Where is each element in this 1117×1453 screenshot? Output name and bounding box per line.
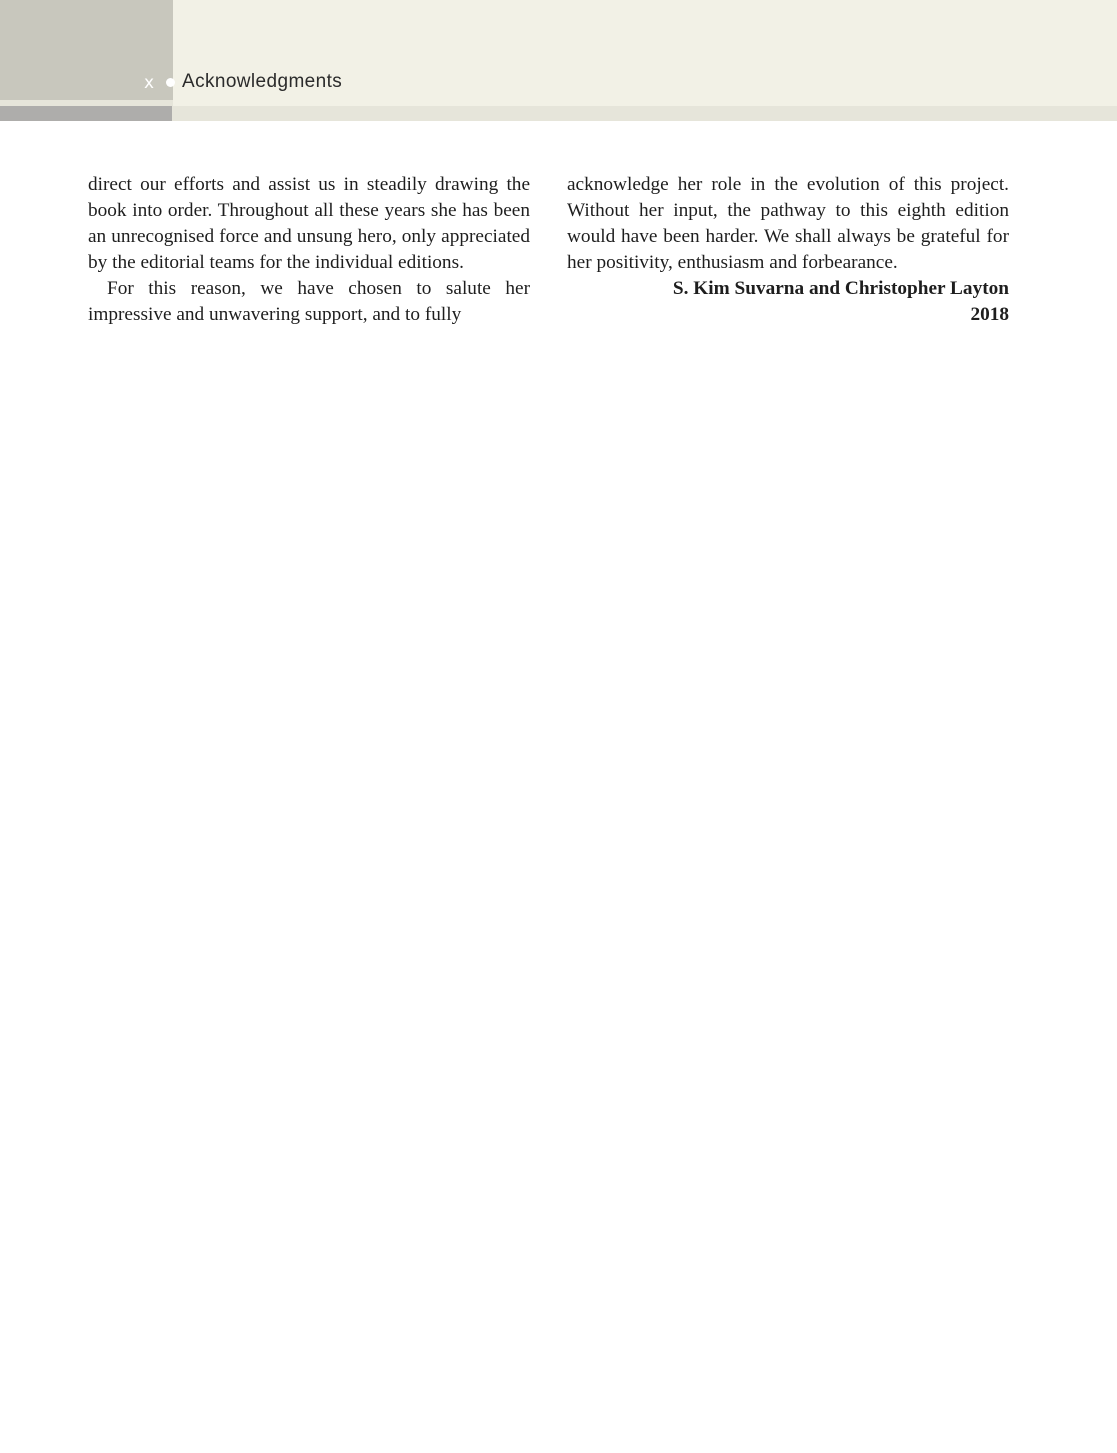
right-column [567,172,1009,328]
running-head: Acknowledgments [182,71,343,92]
right-paragraph-1: acknowledge her role in the evolution of this project. Without her input, the pathway to this eighth edition would have been harder. We shall always be grateful for her positivity, enthusiasm and forbearance. [567,174,1009,273]
signature-year: 2018 [970,304,1009,325]
bullet-dot-icon [166,78,175,87]
header-rule-dark [0,106,172,121]
header-rule-light [172,106,1117,121]
signature-authors: S. Kim Suvarna and Christopher Layton [672,278,1009,299]
left-column [88,172,530,328]
left-paragraph-1: direct our efforts and assist us in steadily drawing the book into order. Throughout all these years she has been an unrecognised force and unsung hero, only appreciated by the editorial teams for the individual editions. [88,174,530,273]
left-paragraph-2: For this reason, we have chosen to salute her impressive and unwavering support, and to fully [88,278,530,325]
page-number: x [144,73,155,93]
